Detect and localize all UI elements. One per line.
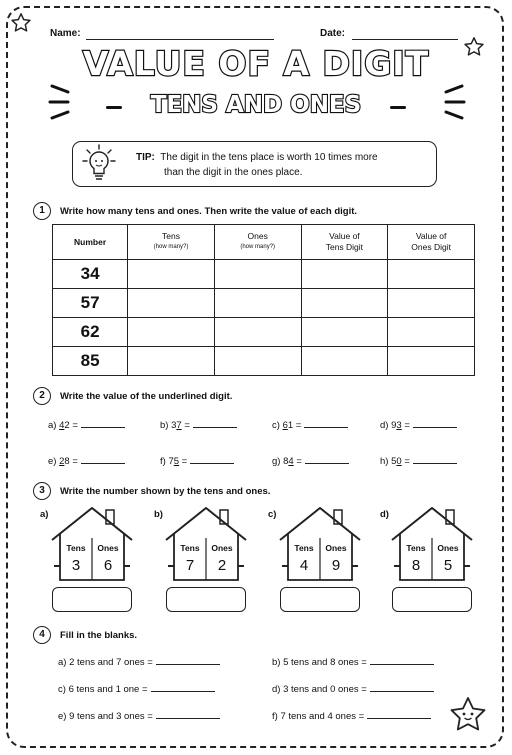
question-number: 3 [33, 482, 51, 500]
ones-label: Ones [97, 543, 119, 553]
tens-label: Tens [180, 543, 200, 553]
answer-line[interactable] [304, 418, 348, 428]
question-number: 1 [33, 202, 51, 220]
answer-line[interactable] [190, 454, 234, 464]
list-item: d) 3 tens and 0 ones = [272, 682, 434, 695]
question-number: 2 [33, 387, 51, 405]
ones-label: Ones [211, 543, 233, 553]
name-label: Name: [50, 28, 81, 39]
title-sub: TENS AND ONES [150, 92, 362, 118]
answer-box[interactable] [392, 587, 472, 612]
house-letter: c) [268, 509, 277, 520]
burst-lines-icon [440, 80, 466, 124]
answer-line[interactable] [81, 418, 125, 428]
q4-instruction: Fill in the blanks. [60, 630, 138, 641]
answer-cell[interactable] [128, 289, 215, 318]
q1-instruction: Write how many tens and ones. Then write the value of each digit. [60, 206, 358, 217]
table-header: Number [53, 225, 128, 260]
ones-digit: 5 [443, 557, 453, 574]
answer-cell[interactable] [301, 289, 388, 318]
answer-line[interactable] [370, 682, 434, 692]
list-item: d) 93 = [380, 418, 457, 431]
list-item: b) 5 tens and 8 ones = [272, 655, 434, 668]
name-field[interactable] [86, 27, 274, 40]
table-row [53, 289, 475, 318]
list-item: f) 7 tens and 4 ones = [272, 709, 431, 722]
row-number: 57 [53, 289, 128, 318]
date-label: Date: [320, 28, 346, 39]
answer-line[interactable] [413, 454, 457, 464]
list-item: g) 84 = [272, 454, 349, 467]
answer-cell[interactable] [388, 347, 475, 376]
q3-instruction: Write the number shown by the tens and ones. [60, 486, 271, 497]
star-icon [10, 12, 32, 34]
smiling-star-icon [448, 696, 488, 734]
row-number: 85 [53, 347, 128, 376]
ones-digit: 6 [103, 557, 113, 574]
table-row [53, 260, 475, 289]
list-item: b) 37 = [160, 418, 237, 431]
table-header: Value of Tens Digit [301, 225, 388, 260]
answer-cell[interactable] [128, 318, 215, 347]
answer-box[interactable] [280, 587, 360, 612]
answer-cell[interactable] [214, 318, 301, 347]
answer-line[interactable] [413, 418, 457, 428]
table-header: Value of Ones Digit [388, 225, 475, 260]
date-field[interactable] [352, 27, 458, 40]
ones-digit: 2 [217, 557, 227, 574]
title-dash [106, 106, 122, 109]
list-item: c) 61 = [272, 418, 348, 431]
tens-digit: 8 [411, 557, 421, 574]
answer-cell[interactable] [301, 347, 388, 376]
answer-cell[interactable] [214, 260, 301, 289]
answer-cell[interactable] [128, 260, 215, 289]
tip-line2: than the digit in the ones place. [164, 167, 303, 178]
answer-cell[interactable] [301, 260, 388, 289]
burst-lines-icon [48, 80, 74, 124]
ones-digit: 9 [331, 557, 341, 574]
title-main: VALUE OF A DIGIT [82, 44, 430, 83]
answer-cell[interactable] [388, 289, 475, 318]
q2-instruction: Write the value of the underlined digit. [60, 391, 233, 402]
list-item: e) 9 tens and 3 ones = [58, 709, 220, 722]
tens-digit: 3 [71, 557, 81, 574]
tens-digit: 7 [185, 557, 195, 574]
tens-label: Tens [66, 543, 86, 553]
list-item: c) 6 tens and 1 one = [58, 682, 215, 695]
answer-line[interactable] [370, 655, 434, 665]
tens-ones-table [52, 224, 475, 376]
table-row [53, 318, 475, 347]
tip-label: TIP: [136, 152, 155, 163]
lightbulb-icon [82, 144, 116, 184]
tens-label: Tens [406, 543, 426, 553]
answer-line[interactable] [156, 655, 220, 665]
house-letter: d) [380, 509, 389, 520]
row-number: 62 [53, 318, 128, 347]
answer-line[interactable] [151, 682, 215, 692]
answer-box[interactable] [166, 587, 246, 612]
ones-label: Ones [325, 543, 347, 553]
ones-label: Ones [437, 543, 459, 553]
tip-text [136, 150, 436, 180]
house-letter: b) [154, 509, 163, 520]
list-item: h) 50 = [380, 454, 457, 467]
list-item: e) 28 = [48, 454, 125, 467]
answer-line[interactable] [193, 418, 237, 428]
answer-line[interactable] [367, 709, 431, 719]
tens-digit: 4 [299, 557, 309, 574]
list-item: f) 75 = [160, 454, 234, 467]
answer-box[interactable] [52, 587, 132, 612]
answer-cell[interactable] [214, 347, 301, 376]
answer-cell[interactable] [128, 347, 215, 376]
table-row [53, 347, 475, 376]
list-item: a) 42 = [48, 418, 125, 431]
answer-cell[interactable] [301, 318, 388, 347]
question-number: 4 [33, 626, 51, 644]
tip-line1: The digit in the tens place is worth 10 times more [160, 152, 378, 163]
house-letter: a) [40, 509, 49, 520]
row-number: 34 [53, 260, 128, 289]
answer-line[interactable] [305, 454, 349, 464]
table-header: Ones (how many?) [214, 225, 301, 260]
answer-cell[interactable] [388, 260, 475, 289]
table-header: Tens (how many?) [128, 225, 215, 260]
title-dash [390, 106, 406, 109]
tens-label: Tens [294, 543, 314, 553]
list-item: a) 2 tens and 7 ones = [58, 655, 220, 668]
answer-line[interactable] [156, 709, 220, 719]
answer-cell[interactable] [214, 289, 301, 318]
answer-line[interactable] [81, 454, 125, 464]
answer-cell[interactable] [388, 318, 475, 347]
